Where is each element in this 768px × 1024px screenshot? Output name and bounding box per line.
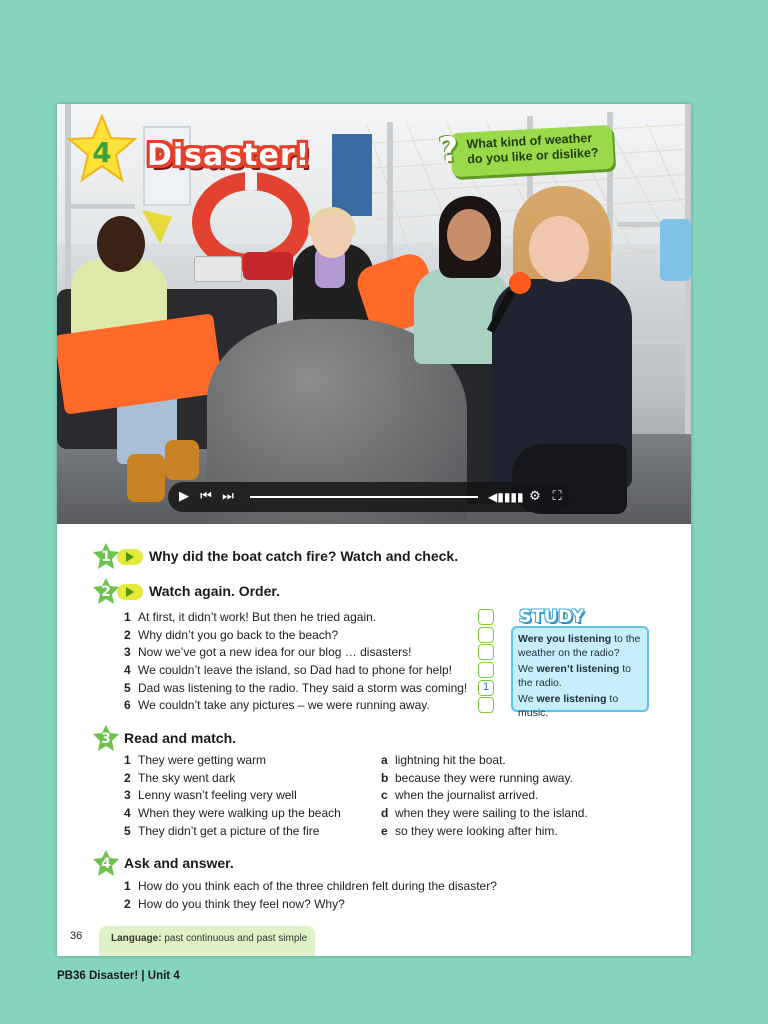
exercise-3-instruction: Read and match.	[124, 730, 237, 746]
wall-poster	[332, 134, 372, 216]
unit-number: 4	[92, 136, 112, 169]
answer-box[interactable]: 1	[478, 680, 494, 696]
exercise-4-instruction: Ask and answer.	[124, 855, 234, 871]
study-line: Were you listening to the weather on the radio?	[518, 633, 641, 659]
question-bubble	[450, 125, 614, 177]
exercise-1-instruction: Why did the boat catch fire? Watch and check.	[149, 548, 459, 564]
fullscreen-icon[interactable]: ⛶	[552, 489, 562, 504]
list-item: 5 Dad was listening to the radio. They said a storm was coming!	[124, 680, 468, 695]
list-item: 4 When they were walking up the beach	[124, 806, 341, 821]
match-right-list	[381, 753, 588, 841]
list-item: e so they were looking after him.	[381, 823, 558, 838]
ask-answer-list	[124, 879, 497, 914]
volume-icon[interactable]: ◀▮▮▮▮	[488, 490, 524, 504]
exercise-1-number: 1	[101, 549, 111, 565]
list-item: 2 The sky went dark	[124, 770, 236, 785]
list-item: 1 They were getting warm	[124, 753, 267, 767]
study-line: We were listening to music.	[518, 693, 619, 719]
video-icon[interactable]	[117, 549, 143, 565]
exercise-2-number: 2	[101, 584, 111, 600]
skip-forward-icon[interactable]: ⏭	[222, 489, 234, 504]
gear-icon[interactable]: ⚙	[529, 489, 541, 504]
language-footer: Language: past continuous and past simple	[99, 926, 315, 956]
answer-box[interactable]	[478, 627, 494, 643]
video-still-photo[interactable]	[57, 104, 691, 524]
blue-bag	[660, 219, 691, 281]
exercise-3-number: 3	[101, 731, 111, 747]
page-caption: PB36 Disaster! | Unit 4	[57, 970, 180, 982]
radio	[194, 256, 242, 282]
exercise-2-instruction: Watch again. Order.	[149, 583, 280, 599]
skip-back-icon[interactable]: ⏮	[200, 489, 212, 504]
order-list	[124, 610, 467, 716]
unit-title: Disaster!	[147, 138, 311, 173]
list-item: a lightning hit the boat.	[381, 753, 506, 767]
list-item: 6 We couldn’t take any pictures – we were running away.	[124, 698, 430, 713]
answer-box[interactable]	[478, 662, 494, 678]
answer-boxes	[478, 609, 496, 715]
list-item: 3 Lenny wasn’t feeling very well	[124, 788, 297, 803]
study-box	[511, 626, 649, 719]
list-item: c when the journalist arrived.	[381, 788, 539, 803]
question-text: What kind of weather do you like or dislike?	[466, 130, 599, 167]
page-number: 36	[70, 930, 83, 942]
list-item: 2 Why didn’t you go back to the beach?	[124, 627, 339, 642]
red-radio	[243, 252, 293, 280]
video-icon[interactable]	[117, 584, 143, 600]
study-title: STUDY	[519, 607, 585, 627]
microphone	[509, 272, 531, 294]
list-item: 1 At first, it didn’t work! But then he tried again.	[124, 610, 377, 624]
answer-box[interactable]	[478, 609, 494, 625]
list-item: 5 They didn’t get a picture of the fire	[124, 823, 320, 838]
unit-star-badge	[67, 114, 137, 184]
list-item: d when they were sailing to the island.	[381, 806, 588, 821]
video-player-bar	[168, 482, 570, 512]
list-item: 4 We couldn’t leave the island, so Dad had to phone for help!	[124, 663, 452, 678]
list-item: 1 How do you think each of the three children felt during the disaster?	[124, 879, 497, 893]
list-item: 2 How do you think they feel now? Why?	[124, 896, 345, 911]
exercise-4-number: 4	[101, 856, 111, 872]
question-mark-icon: ?	[436, 129, 461, 171]
study-line: We weren’t listening to the radio.	[518, 663, 632, 689]
play-icon[interactable]: ▶	[179, 489, 189, 504]
list-item: b because they were running away.	[381, 770, 573, 785]
answer-box[interactable]	[478, 644, 494, 660]
progress-track[interactable]	[250, 496, 478, 498]
textbook-page	[57, 104, 691, 956]
match-left-list	[124, 753, 341, 841]
answer-box[interactable]	[478, 697, 494, 713]
list-item: 3 Now we’ve got a new idea for our blog … disasters!	[124, 645, 412, 660]
